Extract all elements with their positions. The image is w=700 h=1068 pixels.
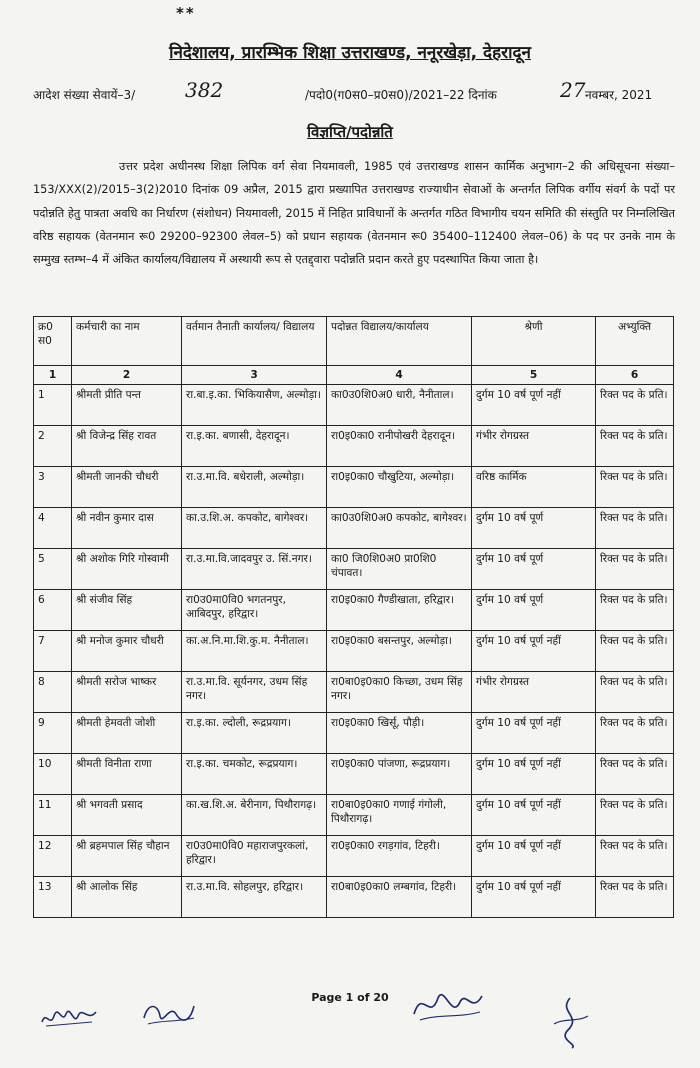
table-row	[34, 590, 674, 631]
row-serial: 13	[34, 877, 72, 918]
page-number: Page 1 of 20	[311, 991, 389, 1004]
row-serial: 7	[34, 631, 72, 672]
column-number: 1	[34, 366, 72, 385]
order-body-paragraph: उत्तर प्रदेश अधीनस्थ शिक्षा लिपिक वर्ग सेवा नियमावली, 1985 एवं उत्तराखण्ड शासन कार्मिक अनुभाग–2 की अधिसूचना संख्या–153/XXX(2)/2015–3(2)2010 दिनांक 09 अप्रैल, 2015 द्वारा प्रख्यापित उत्तराखण्ड राज्याधीन सेवाओं के अन्तर्गत लिपिक वर्गीय संवर्ग के पदों पर पदोन्नति हेतु पात्रता अवधि का निर्धारण (संशोधन) नियमावली, 2015 में निहित प्राविधानों के अन्तर्गत गठित विभागीय चयन समिति की संस्तुति पर निम्नलिखित वरिष्ठ सहायक (वेतनमान रू0 29200–92300 लेवल–5) को प्रधान सहायक (वेतनमान रू0 35400–112400 लेवल–06) के पद पर उनके नाम के सम्मुख स्तम्भ–4 में अंकित कार्यालय/विद्यालय में अस्थायी रूप से एतद्द्वारा पदोन्नति प्रदान करते हुए पदस्थापित किया जाता है।	[33, 160, 675, 267]
row-current-posting: रा.इ.का. बणासी, देहरादून।	[182, 426, 327, 467]
column-number: 5	[472, 366, 596, 385]
row-serial: 12	[34, 836, 72, 877]
header-current-posting: वर्तमान तैनाती कार्यालय/ विद्यालय	[182, 317, 327, 366]
row-serial: 11	[34, 795, 72, 836]
row-remark: रिक्त पद के प्रति।	[596, 795, 674, 836]
row-promoted-posting: रा0इ0का0 गैण्डीखाता, हरिद्वार।	[327, 590, 472, 631]
order-reference: /पदो0(ग0स0–प्र0स0)/2021–22 दिनांक	[305, 88, 497, 102]
row-remark: रिक्त पद के प्रति।	[596, 385, 674, 426]
row-remark: रिक्त पद के प्रति।	[596, 508, 674, 549]
row-category: दुर्गम 10 वर्ष पूर्ण	[472, 549, 596, 590]
row-current-posting: रा.इ.का. चमकोट, रूद्रप्रयाग।	[182, 754, 327, 795]
row-employee-name: श्री विजेन्द्र सिंह रावत	[72, 426, 182, 467]
row-category: दुर्गम 10 वर्ष पूर्ण नहीं	[472, 631, 596, 672]
table-row	[34, 426, 674, 467]
row-promoted-posting: रा0इ0का0 पांजणा, रूद्रप्रयाग।	[327, 754, 472, 795]
header-employee-name: कर्मचारी का नाम	[72, 317, 182, 366]
table-row	[34, 877, 674, 918]
header-promoted-posting: पदोन्नत विद्यालय/कार्यालय	[327, 317, 472, 366]
row-promoted-posting: का0उ0शि0अ0 धारी, नैनीताल।	[327, 385, 472, 426]
row-employee-name: श्री भगवती प्रसाद	[72, 795, 182, 836]
table-body	[34, 385, 674, 918]
promotion-table	[33, 316, 674, 918]
table-column-number-row	[34, 366, 674, 385]
row-employee-name: श्रीमती सरोज भाष्कर	[72, 672, 182, 713]
row-promoted-posting: रा0इ0का0 चौखुटिया, अल्मोड़ा।	[327, 467, 472, 508]
row-category: गंभीर रोगग्रस्त	[472, 672, 596, 713]
row-remark: रिक्त पद के प्रति।	[596, 877, 674, 918]
row-serial: 1	[34, 385, 72, 426]
row-current-posting: रा.उ.मा.वि. सोहलपुर, हरिद्वार।	[182, 877, 327, 918]
order-number: 382	[185, 78, 224, 102]
row-current-posting: रा.उ.मा.वि. बधेराली, अल्मोड़ा।	[182, 467, 327, 508]
row-remark: रिक्त पद के प्रति।	[596, 590, 674, 631]
row-category: दुर्गम 10 वर्ष पूर्ण	[472, 590, 596, 631]
row-serial: 10	[34, 754, 72, 795]
row-employee-name: श्री आलोक सिंह	[72, 877, 182, 918]
table-header-row	[34, 317, 674, 366]
row-remark: रिक्त पद के प्रति।	[596, 672, 674, 713]
row-category: दुर्गम 10 वर्ष पूर्ण नहीं	[472, 754, 596, 795]
table-row	[34, 549, 674, 590]
table-row	[34, 631, 674, 672]
order-label: आदेश संख्या सेवायें–3/	[33, 88, 136, 102]
order-month-year: नवम्बर, 2021	[585, 88, 653, 102]
table-row	[34, 754, 674, 795]
row-promoted-posting: रा0इ0का0 बसन्तपुर, अल्मोड़ा।	[327, 631, 472, 672]
office-heading: निदेशालय, प्रारम्भिक शिक्षा उत्तराखण्ड, ननूरखेड़ा, देहरादून	[169, 43, 531, 63]
row-promoted-posting: रा0बा0इ0का0 किच्छा, उधम सिंह नगर।	[327, 672, 472, 713]
column-number: 3	[182, 366, 327, 385]
row-promoted-posting: का0 जि0शि0अ0 प्रा0शि0 चंपावत।	[327, 549, 472, 590]
row-serial: 6	[34, 590, 72, 631]
row-employee-name: श्रीमती जानकी चौधरी	[72, 467, 182, 508]
row-employee-name: श्रीमती प्रीति पन्त	[72, 385, 182, 426]
row-remark: रिक्त पद के प्रति।	[596, 631, 674, 672]
header-category: श्रेणी	[472, 317, 596, 366]
order-reference-line	[33, 78, 673, 108]
row-employee-name: श्री संजीव सिंह	[72, 590, 182, 631]
row-remark: रिक्त पद के प्रति।	[596, 754, 674, 795]
order-day: 27	[560, 78, 586, 102]
initials-signature-left	[38, 1000, 102, 1032]
row-current-posting: का.उ.शि.अ. कपकोट, बागेश्वर।	[182, 508, 327, 549]
row-current-posting: का.ख.शि.अ. बेरीनाग, पिथौरागढ़।	[182, 795, 327, 836]
row-current-posting: रा.बा.इ.का. भिकियासैण, अल्मोड़ा।	[182, 385, 327, 426]
row-category: दुर्गम 10 वर्ष पूर्ण नहीं	[472, 713, 596, 754]
row-current-posting: रा.उ.मा.वि. सूर्यनगर, उधम सिंह नगर।	[182, 672, 327, 713]
table-row	[34, 672, 674, 713]
table-row	[34, 467, 674, 508]
row-remark: रिक्त पद के प्रति।	[596, 713, 674, 754]
row-employee-name: श्री मनोज कुमार चौधरी	[72, 631, 182, 672]
column-number: 4	[327, 366, 472, 385]
row-serial: 2	[34, 426, 72, 467]
row-serial: 3	[34, 467, 72, 508]
row-category: दुर्गम 10 वर्ष पूर्ण	[472, 508, 596, 549]
row-category: दुर्गम 10 वर्ष पूर्ण नहीं	[472, 877, 596, 918]
row-promoted-posting: रा0इ0का0 रगड़गांव, टिहरी।	[327, 836, 472, 877]
row-remark: रिक्त पद के प्रति।	[596, 549, 674, 590]
row-current-posting: का.अ.नि.मा.शि.कु.म. नैनीताल।	[182, 631, 327, 672]
row-remark: रिक्त पद के प्रति।	[596, 426, 674, 467]
row-category: दुर्गम 10 वर्ष पूर्ण नहीं	[472, 385, 596, 426]
row-remark: रिक्त पद के प्रति।	[596, 836, 674, 877]
row-remark: रिक्त पद के प्रति।	[596, 467, 674, 508]
table-row	[34, 508, 674, 549]
row-category: दुर्गम 10 वर्ष पूर्ण नहीं	[472, 795, 596, 836]
row-category: वरिष्ठ कार्मिक	[472, 467, 596, 508]
top-mark: **	[176, 4, 196, 22]
header-remark: अभ्युक्ति	[596, 317, 674, 366]
row-serial: 9	[34, 713, 72, 754]
row-promoted-posting: रा0बा0इ0का0 लम्बगांव, टिहरी।	[327, 877, 472, 918]
table-row	[34, 795, 674, 836]
row-employee-name: श्री नवीन कुमार दास	[72, 508, 182, 549]
row-current-posting: रा0उ0मा0वि0 महाराजपुरकलां, हरिद्वार।	[182, 836, 327, 877]
row-promoted-posting: रा0इ0का0 खिर्सू, पौड़ी।	[327, 713, 472, 754]
row-serial: 4	[34, 508, 72, 549]
table-row	[34, 836, 674, 877]
column-number: 6	[596, 366, 674, 385]
row-employee-name: श्री अशोक गिरि गोस्वामी	[72, 549, 182, 590]
row-employee-name: श्री ब्रहमपाल सिंह चौहान	[72, 836, 182, 877]
row-current-posting: रा0उ0मा0वि0 भगतनपुर, आबिदपुर, हरिद्वार।	[182, 590, 327, 631]
header-serial: क्र0 स0	[34, 317, 72, 366]
row-promoted-posting: रा0इ0का0 रानीपोखरी देहरादून।	[327, 426, 472, 467]
row-category: गंभीर रोगग्रस्त	[472, 426, 596, 467]
table-row	[34, 385, 674, 426]
row-promoted-posting: का0उ0शि0अ0 कपकोट, बागेश्वर।	[327, 508, 472, 549]
subject-heading: विज्ञप्ति/पदोन्नति	[307, 123, 393, 141]
row-employee-name: श्रीमती हेमवती जोशी	[72, 713, 182, 754]
row-employee-name: श्रीमती विनीता राणा	[72, 754, 182, 795]
row-current-posting: रा.उ.मा.वि.जादवपुर उ. सिं.नगर।	[182, 549, 327, 590]
row-serial: 8	[34, 672, 72, 713]
table-row	[34, 713, 674, 754]
row-category: दुर्गम 10 वर्ष पूर्ण नहीं	[472, 836, 596, 877]
row-promoted-posting: रा0बा0इ0का0 गणाई गंगोली, पिथौरागढ़।	[327, 795, 472, 836]
row-serial: 5	[34, 549, 72, 590]
column-number: 2	[72, 366, 182, 385]
row-current-posting: रा.इ.का. ल्दोली, रूद्रप्रयाग।	[182, 713, 327, 754]
